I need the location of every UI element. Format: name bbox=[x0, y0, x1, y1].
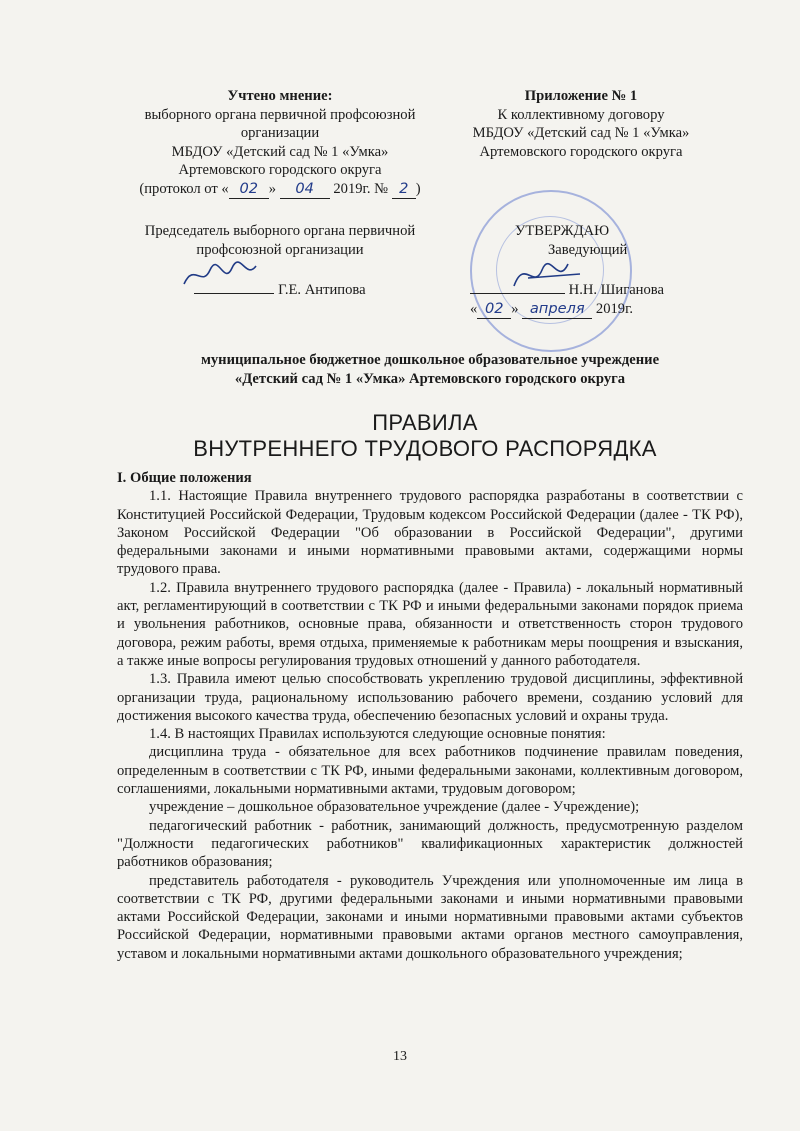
paragraph: дисциплина труда - обязательное для всех работников подчинение правилам поведения, определенным в соответствии с ТК РФ, иными федеральными законами, коллективным договором, соглашениями, локальными нормативными актами, трудовым договором; bbox=[117, 744, 743, 798]
page-number: 13 bbox=[393, 1049, 407, 1064]
approval-month: апреля bbox=[522, 300, 592, 320]
protocol-day: 02 bbox=[229, 180, 269, 200]
document-body bbox=[117, 469, 743, 963]
chairman-signature-scribble bbox=[180, 258, 260, 294]
chairman-signature-block bbox=[110, 222, 450, 300]
protocol-month: 04 bbox=[280, 180, 330, 200]
chairman-sign-line bbox=[110, 277, 450, 300]
approval-day: 02 bbox=[477, 300, 511, 320]
section-heading: I. Общие положения bbox=[117, 470, 252, 486]
union-line-1: выборного органа первичной профсоюзной bbox=[144, 106, 416, 123]
chairman-name: Г.Е. Антипова bbox=[278, 282, 366, 298]
union-opinion-block bbox=[110, 87, 450, 199]
union-opinion-title: Учтено мнение: bbox=[227, 88, 333, 104]
paragraph: представитель работодателя - руководитель Учреждения или уполномоченные им лица в соответствии с ТК РФ, другими федеральными законами и иными нормативными правовыми актами Российской Федерации, законами и иными нормативными правовыми актами субъектов Российской Федерации, нормативными правовыми актами органов местного самоуправления, уставом и локальными нормативными актами дошкольного образовательного учреждения; bbox=[117, 872, 743, 962]
paragraph: 1.3. Правила имеют целью способствовать укреплению трудовой дисциплины, эффективной организации труда, рациональному использованию рабочего времени, созданию условий для достижения высокого качества труда, обеспечению безопасных условий и охраны труда. bbox=[117, 671, 743, 724]
union-line-2: организации bbox=[240, 125, 320, 141]
protocol-line: (протокол от « 02 » 04 2019г. № 2 ) bbox=[110, 180, 450, 200]
union-line-4: Артемовского городского округа bbox=[178, 162, 382, 178]
paragraph: 1.2. Правила внутреннего трудового распорядка (далее - Правила) - локальный нормативный акт, регламентирующий в соответствии с ТК РФ и иными федеральными законами порядок приема и увольнения работников, основные права, обязанности и ответственность сторон трудового договора, режим работы, время отдыха, применяемые к работникам меры поощрения и взыскания, а также иные вопросы регулирования трудовых отношений у данного работодателя. bbox=[117, 579, 743, 669]
chairman-line-2: профсоюзной организации bbox=[196, 241, 364, 258]
paragraph: 1.4. В настоящих Правилах используются следующие основные понятия: bbox=[149, 726, 606, 743]
union-line-3: МБДОУ «Детский сад № 1 «Умка» bbox=[171, 143, 389, 160]
appendix-line-2: МБДОУ «Детский сад № 1 «Умка» bbox=[472, 125, 690, 141]
appendix-block bbox=[446, 87, 716, 161]
paragraph: педагогический работник - работник, занимающий должность, предусмотренную разделом "Должности педагогических работников" квалификационных характеристик должностей работников образования; bbox=[117, 817, 743, 871]
head-name: Н.Н. Шиганова bbox=[568, 282, 664, 298]
approval-word: УТВЕРЖДАЮ bbox=[515, 223, 610, 239]
chairman-line-1: Председатель выборного органа первичной bbox=[144, 223, 416, 239]
paragraph: 1.1. Настоящие Правила внутреннего трудового распорядка разработаны в соответствии с Конституцией Российской Федерации, Трудовым кодексом Российской Федерации (далее - ТК РФ), Законом Российской Федерации "Об образовании в Российской Федерации", другими федеральными законами и иными нормативными правовыми актами, содержащими нормы трудового права. bbox=[117, 488, 743, 578]
approval-date: « 02 » апреля 2019г. bbox=[470, 300, 730, 320]
protocol-number: 2 bbox=[392, 180, 416, 200]
head-signature-scribble bbox=[508, 256, 588, 296]
document-title: ПРАВИЛА ВНУТРЕННЕГО ТРУДОВОГО РАСПОРЯДКА bbox=[193, 410, 657, 461]
approval-position: Заведующий bbox=[548, 241, 628, 258]
organization-name: муниципальное бюджетное дошкольное образовательное учреждение «Детский сад № 1 «Умка» Артемовского городского округа bbox=[200, 352, 660, 387]
appendix-title: Приложение № 1 bbox=[524, 88, 638, 104]
paragraph: учреждение – дошкольное образовательное учреждение (далее - Учреждение); bbox=[149, 799, 640, 816]
appendix-line-3: Артемовского городского округа bbox=[479, 143, 683, 160]
appendix-line-1: К коллективному договору bbox=[497, 106, 665, 123]
